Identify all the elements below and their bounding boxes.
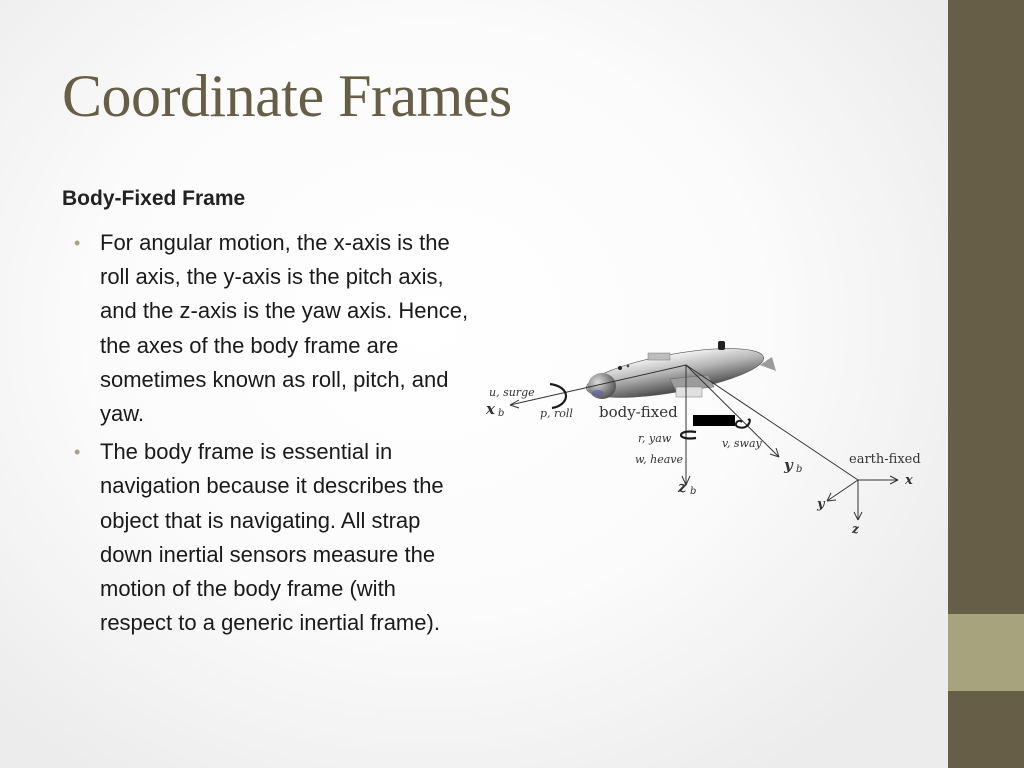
xb-subscript: b (498, 408, 505, 419)
bullet-text: For angular motion, the x-axis is the roll axis, the y-axis is the pitch axis, and the z-axis is the yaw axis. Hence, the axes of the body frame are sometimes known as roll, pitch, and yaw. (100, 230, 469, 427)
r-yaw-label: r, yaw (638, 432, 672, 445)
sidebar-accent-block (948, 614, 1024, 691)
bullet-list (74, 226, 474, 644)
u-surge-label: u, surge (489, 386, 535, 399)
redaction-box (693, 415, 735, 426)
coordinate-frames-figure (480, 335, 930, 550)
pitch-rotation-icon (736, 419, 750, 427)
yb-label: y (784, 456, 793, 474)
w-heave-label: w, heave (635, 453, 683, 466)
auv-vehicle-illustration (583, 339, 776, 408)
xb-label: x (486, 400, 495, 418)
auv-sensor (618, 366, 622, 370)
earth-y-axis-line (827, 480, 858, 501)
yaw-rotation-icon (681, 432, 696, 439)
auv-nose-light (592, 390, 604, 396)
v-sway-label: v, sway (722, 437, 762, 450)
decorative-sidebar (948, 0, 1024, 768)
earth-fixed-axes (827, 476, 898, 520)
zb-subscript: b (690, 486, 697, 497)
auv-antenna (718, 341, 725, 350)
earth-z-label: z (852, 522, 859, 536)
yb-subscript: b (796, 464, 803, 475)
auv-top-pod (648, 353, 670, 360)
body-fixed-label: body-fixed (599, 403, 678, 421)
auv-hull (583, 339, 767, 408)
auv-sensor (627, 365, 630, 368)
zb-label: z (678, 478, 687, 496)
bullet-item (74, 226, 474, 431)
bullet-text: The body frame is essential in navigation because it describes the object that is navigating. All strap down inertial sensors measure the motion of the body frame (with respect to a generic inertial frame). (100, 439, 444, 636)
earth-x-label: x (905, 473, 913, 488)
earth-fixed-label: earth-fixed (849, 452, 921, 467)
bullet-dot-icon: • (74, 233, 81, 253)
bullet-dot-icon: • (74, 442, 81, 463)
slide-title: Coordinate Frames (62, 63, 512, 129)
p-roll-label: p, roll (540, 407, 573, 420)
earth-y-label: y (817, 497, 825, 512)
figure-svg (480, 335, 930, 545)
roll-rotation-icon (550, 384, 566, 408)
bullet-item (74, 435, 474, 640)
slide-subtitle: Body-Fixed Frame (62, 187, 246, 210)
auv-keel (676, 387, 702, 397)
